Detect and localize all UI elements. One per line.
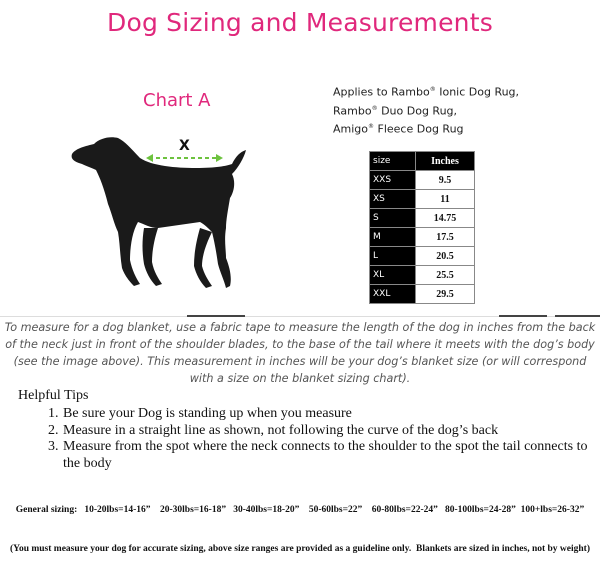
applies-line3-product: Amigo <box>333 122 369 136</box>
dog-measurement-diagram <box>66 128 256 303</box>
table-row <box>370 285 475 304</box>
inches-cell: 25.5 <box>416 266 475 285</box>
tip-text: Measure from the spot where the neck connects to the shoulder to the spot the tail connects to the body <box>63 439 588 471</box>
inches-cell: 29.5 <box>416 285 475 304</box>
table-row <box>370 266 475 285</box>
general-sizing <box>0 478 600 569</box>
size-cell: XL <box>370 266 416 285</box>
tips-heading: Helpful Tips <box>18 388 89 403</box>
list-item <box>48 423 588 440</box>
applies-line2-rest: Duo Dog Rug, <box>377 104 458 118</box>
inches-cell: 14.75 <box>416 209 475 228</box>
tips-list <box>48 406 588 472</box>
size-cell: M <box>370 228 416 247</box>
registered-mark: ® <box>429 86 436 93</box>
divider-segment <box>499 315 547 317</box>
tip-number: 2. <box>48 422 59 438</box>
page-title: Dog Sizing and Measurements <box>107 8 493 37</box>
general-sizing-ranges: General sizing: 10-20lbs=14-16” 20-30lbs=16-18” 30-40lbs=18-20” 50-60lbs=22” 60-80lbs=22-24” 80-100lbs=24-28” 100+lbs=26-32” <box>15 505 585 515</box>
registered-mark: ® <box>368 123 375 131</box>
size-cell: XXS <box>370 171 416 190</box>
size-chart-table <box>369 151 475 304</box>
dog-silhouette-icon <box>66 128 256 303</box>
inches-cell: 20.5 <box>416 247 475 266</box>
table-row <box>370 247 475 266</box>
applies-line1-rest: Ionic Dog Rug, <box>435 85 520 99</box>
table-row <box>370 209 475 228</box>
registered-mark: ® <box>371 104 378 112</box>
size-cell: S <box>370 209 416 228</box>
tip-text: Be sure your Dog is standing up when you measure <box>63 406 352 421</box>
instructions-paragraph: To measure for a dog blanket, use a fabric tape to measure the length of the dog in inches from the back of the neck just in front of the shoulder blades, to the base of the tail where it meets with the dog’s body (see the image above). This measurement in inches will be your dog’s blanket size (or will correspond with a size on the blanket sizing chart). <box>4 321 596 385</box>
size-cell: L <box>370 247 416 266</box>
divider-segment <box>187 315 245 317</box>
applies-line2-product: Rambo <box>333 104 372 118</box>
tip-number: 3. <box>48 439 59 454</box>
measure-label: X <box>179 138 190 154</box>
list-item <box>48 406 588 423</box>
tip-number: 1. <box>48 406 59 421</box>
divider-segment <box>555 315 600 317</box>
size-cell: XXL <box>370 285 416 304</box>
applies-line3-rest: Fleece Dog Rug <box>374 122 464 136</box>
applies-line1-product: Applies to Rambo <box>333 85 430 99</box>
table-row <box>370 228 475 247</box>
tip-text: Measure in a straight line as shown, not following the curve of the dog’s back <box>63 422 499 438</box>
inches-cell: 9.5 <box>416 171 475 190</box>
header-inches: Inches <box>416 152 475 171</box>
table-row <box>370 190 475 209</box>
chart-label: Chart A <box>143 90 211 111</box>
inches-cell: 17.5 <box>416 228 475 247</box>
general-sizing-disclaimer: (You must measure your dog for accurate sizing, above size ranges are provided as a guideline only. Blankets are sized in inches, not by weight) <box>9 544 591 554</box>
size-cell: XS <box>370 190 416 209</box>
list-item <box>48 439 588 472</box>
inches-cell: 11 <box>416 190 475 209</box>
table-row <box>370 171 475 190</box>
applies-to-text <box>333 82 519 138</box>
header-size: size <box>370 152 416 171</box>
table-header-row <box>370 152 475 171</box>
